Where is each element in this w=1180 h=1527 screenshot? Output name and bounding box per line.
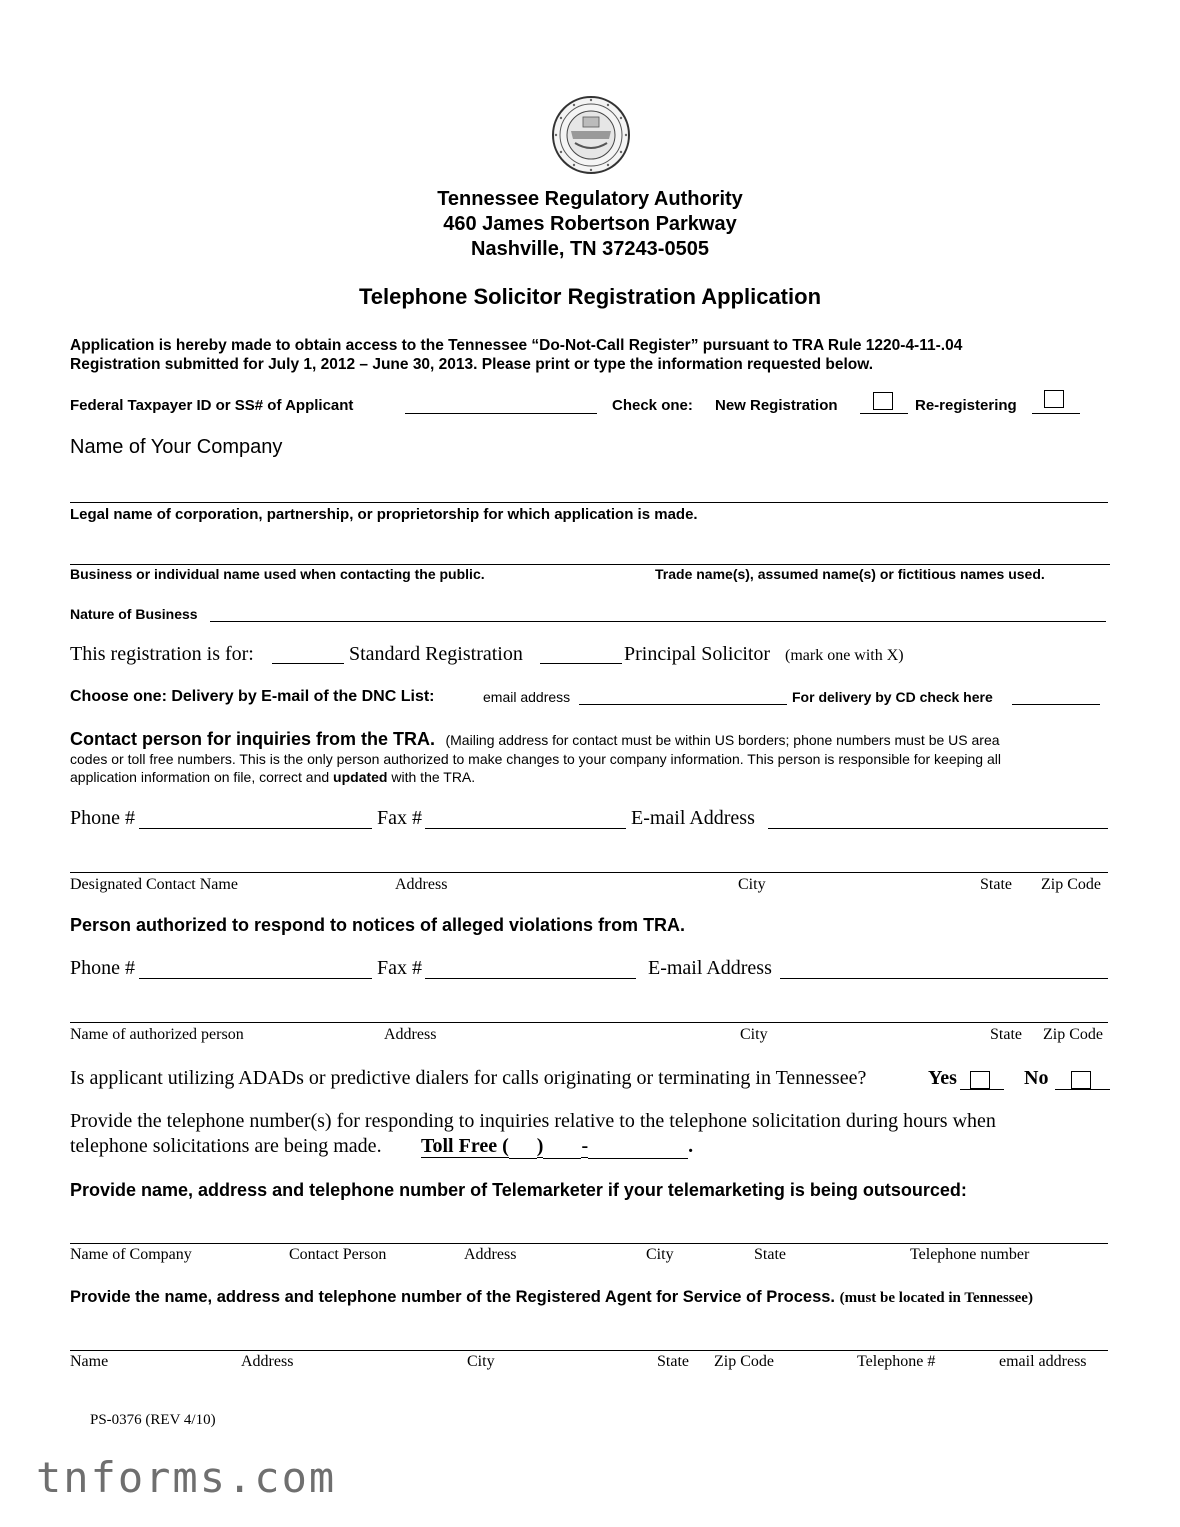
contact-email-field[interactable] (768, 828, 1108, 829)
telemarketer-city-col: City (646, 1246, 674, 1263)
principal-solicitor-label: Principal Solicitor (624, 643, 771, 665)
adad-no-checkbox[interactable] (1071, 1071, 1091, 1089)
cd-delivery-field[interactable] (1012, 704, 1100, 705)
violations-address-field[interactable] (70, 1022, 1108, 1023)
legal-name-field[interactable] (70, 502, 1108, 503)
inquiries-line1: Provide the telephone number(s) for responding to inquiries relative to the telephone solicitation during hours when (70, 1110, 996, 1132)
nature-of-business-label: Nature of Business (70, 606, 198, 622)
toll-free-period: . (688, 1135, 694, 1157)
contact-state-col: State (980, 876, 1012, 893)
agent-note: (must be located in Tennessee) (839, 1290, 1033, 1306)
contact-city-col: City (738, 876, 766, 893)
new-registration-checkbox[interactable] (873, 392, 893, 410)
adad-yes-label: Yes (928, 1067, 957, 1089)
violations-state-col: State (990, 1026, 1022, 1043)
principal-solicitor-mark[interactable] (540, 663, 622, 664)
violations-phone-label: Phone # (70, 957, 135, 979)
contact-note-2: codes or toll free numbers. This is the only person authorized to make changes to your company information. This person is responsible for keeping all (70, 751, 1001, 767)
adad-question: Is applicant utilizing ADADs or predictive dialers for calls originating or terminating in Tennessee? (70, 1067, 867, 1089)
toll-free-field[interactable] (421, 1135, 693, 1159)
intro-line1: Application is hereby made to obtain access to the Tennessee “Do-Not-Call Register” pursuant to TRA Rule 1220-4-11-.04 (70, 337, 963, 354)
agent-state-col: State (657, 1353, 689, 1370)
adad-yes-underline (960, 1089, 1004, 1090)
re-registering-checkbox[interactable] (1044, 390, 1064, 408)
telemarketer-phone-col: Telephone number (910, 1246, 1030, 1263)
contact-email-label: E-mail Address (631, 807, 755, 829)
registration-for-label: This registration is for: (70, 643, 254, 665)
delivery-email-field[interactable] (579, 704, 787, 705)
contact-address-field[interactable] (70, 872, 1108, 873)
org-name: Tennessee Regulatory Authority (437, 188, 743, 210)
adad-yes-checkbox[interactable] (970, 1071, 990, 1089)
delivery-choose-label: Choose one: Delivery by E-mail of the DNC List: (70, 688, 435, 705)
violations-email-field[interactable] (780, 978, 1108, 979)
violations-address-col: Address (384, 1026, 437, 1043)
contact-phone-label: Phone # (70, 807, 135, 829)
agent-city-col: City (467, 1353, 495, 1370)
cd-delivery-label: For delivery by CD check here (792, 689, 993, 705)
company-heading: Name of Your Company (70, 436, 283, 458)
re-registering-label: Re-registering (915, 397, 1017, 414)
org-address-line2: Nashville, TN 37243-0505 (471, 238, 709, 260)
contact-fax-field[interactable] (425, 828, 626, 829)
taxpayer-label: Federal Taxpayer ID or SS# of Applicant (70, 397, 354, 414)
contact-address-col: Address (395, 876, 448, 893)
re-registering-underline (1032, 413, 1080, 414)
contact-fax-label: Fax # (377, 807, 422, 829)
agent-email-col: email address (999, 1353, 1087, 1370)
violations-fax-field[interactable] (425, 978, 636, 979)
mark-one-note: (mark one with X) (785, 647, 904, 664)
contact-heading: Contact person for inquiries from the TRA. (70, 729, 436, 749)
agent-heading: Provide the name, address and telephone number of the Registered Agent for Service of Process. (70, 1288, 836, 1306)
trade-name-label: Trade name(s), assumed name(s) or fictitious names used. (655, 566, 1045, 582)
delivery-email-label: email address (483, 689, 571, 705)
taxpayer-id-field[interactable] (405, 413, 597, 414)
new-registration-label: New Registration (715, 397, 838, 414)
violations-heading: Person authorized to respond to notices of alleged violations from TRA. (70, 915, 686, 935)
adad-no-label: No (1024, 1067, 1049, 1089)
org-address-line1: 460 James Robertson Parkway (443, 213, 737, 235)
contact-zip-col: Zip Code (1041, 876, 1101, 893)
contact-note-3: application information on file, correct and updated with the TRA. (70, 769, 476, 785)
agent-heading-row (70, 1288, 1033, 1307)
telemarketer-state-col: State (754, 1246, 786, 1263)
contact-name-col: Designated Contact Name (70, 876, 238, 893)
contact-phone-field[interactable] (139, 828, 372, 829)
violations-zip-col: Zip Code (1043, 1026, 1103, 1043)
nature-of-business-field[interactable] (210, 621, 1106, 622)
telemarketer-heading: Provide name, address and telephone number of Telemarketer if your telemarketing is being outsourced: (70, 1180, 967, 1200)
state-seal (551, 95, 631, 175)
standard-registration-mark[interactable] (272, 663, 344, 664)
inquiries-line2: telephone solicitations are being made. (70, 1135, 382, 1157)
check-one-label: Check one: (612, 397, 693, 414)
telemarketer-field[interactable] (70, 1243, 1108, 1244)
adad-no-underline (1055, 1089, 1110, 1090)
contact-note-1: (Mailing address for contact must be within US borders; phone numbers must be US area (445, 732, 1000, 748)
agent-zip-col: Zip Code (714, 1353, 774, 1370)
violations-fax-label: Fax # (377, 957, 422, 979)
telemarketer-company-col: Name of Company (70, 1246, 192, 1263)
agent-address-col: Address (241, 1353, 294, 1370)
intro-line2: Registration submitted for July 1, 2012 – June 30, 2013. Please print or type the information requested below. (70, 356, 874, 373)
agent-field[interactable] (70, 1350, 1108, 1351)
new-registration-underline (860, 413, 908, 414)
toll-free-label: Toll Free ( (421, 1135, 509, 1157)
form-title: Telephone Solicitor Registration Application (358, 284, 822, 309)
violations-email-label: E-mail Address (648, 957, 772, 979)
toll-free-dash: - (581, 1135, 589, 1157)
watermark: tnforms.com (36, 1453, 337, 1502)
toll-free-close-paren: ) (536, 1135, 544, 1157)
telemarketer-contact-col: Contact Person (289, 1246, 387, 1263)
standard-registration-label: Standard Registration (349, 643, 523, 665)
contact-heading-row (70, 729, 1000, 750)
form-id: PS-0376 (REV 4/10) (90, 1412, 216, 1428)
violations-name-col: Name of authorized person (70, 1026, 244, 1043)
agent-phone-col: Telephone # (857, 1353, 936, 1370)
violations-phone-field[interactable] (139, 978, 372, 979)
violations-city-col: City (740, 1026, 768, 1043)
telemarketer-address-col: Address (464, 1246, 517, 1263)
business-name-label: Business or individual name used when contacting the public. (70, 566, 485, 582)
agent-name-col: Name (70, 1353, 109, 1370)
business-name-field[interactable] (70, 564, 1110, 565)
legal-name-label: Legal name of corporation, partnership, or proprietorship for which application is made. (70, 506, 698, 523)
